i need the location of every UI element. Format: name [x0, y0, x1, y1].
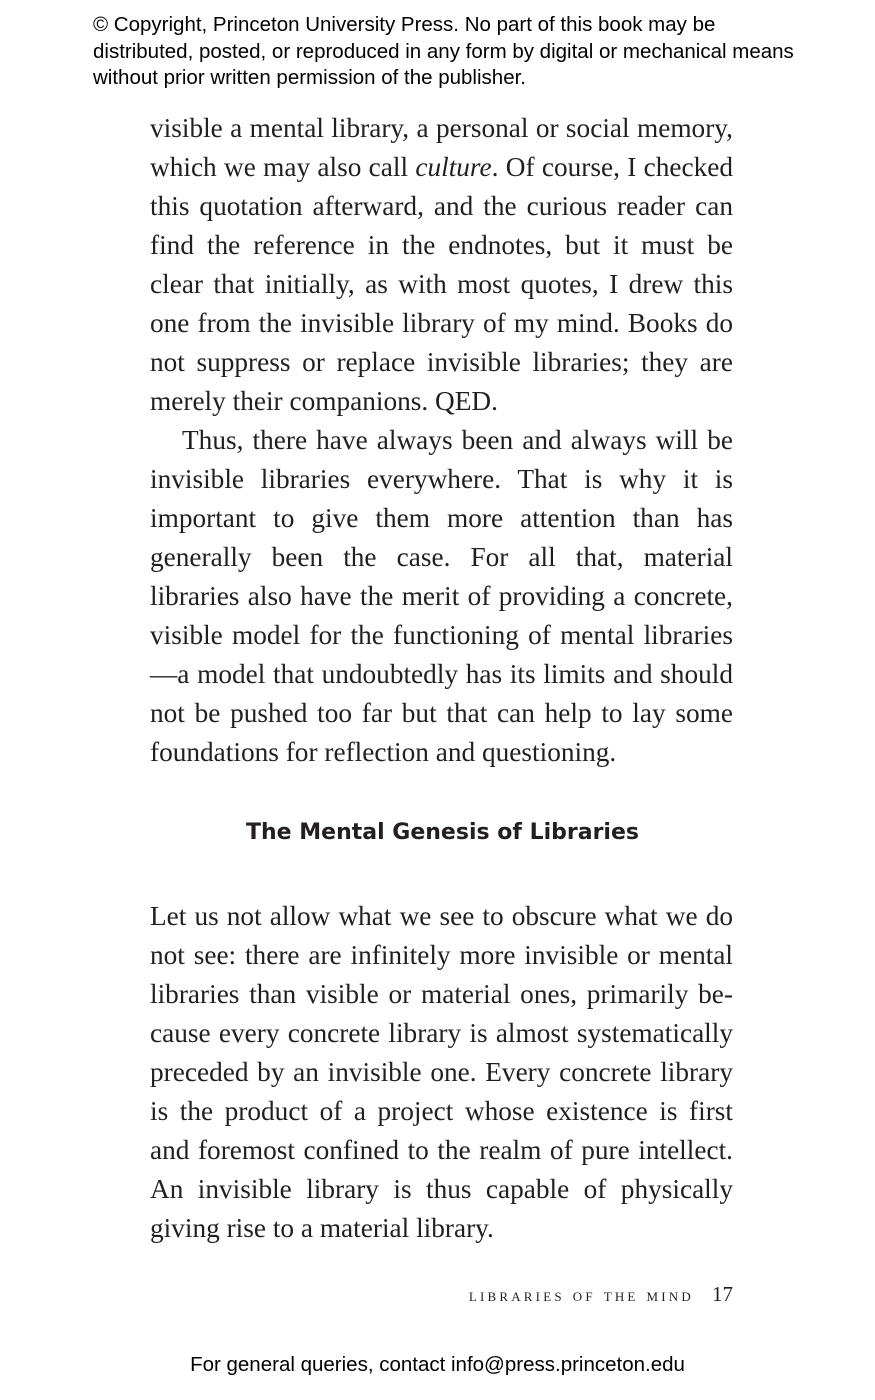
page-number: 17: [712, 1282, 733, 1306]
paragraph: Thus, there have always been and always will be invisible libraries everywhere. That is why it is important to give them more attention than has generally been the case. For all that, material libraries also have the merit of providing a concrete, visible model for the functioning of mental libraries—a model that undoubtedly has its limits and should not be pushed too far but that can help to lay some foundations for reflection and questioning.: [150, 425, 733, 767]
page-folio: [150, 1281, 733, 1310]
paragraph-text: . Of course, I checked this quotation afterward, and the curious reader can find the reference in the endnotes, but it must be clear that initially, as with most quotes, I drew this one from the invisible library of my mind. Books do not suppress or replace invisible libraries; they are merely their companions. QED.: [150, 152, 733, 416]
section-heading: The Mental Genesis of Libraries: [246, 820, 639, 845]
paragraph: Let us not allow what we see to obscure what we do not see: there are infinitely more invisible or mental libraries than visible or material ones, primarily because every concrete library is almost systematically preceded by an invisible one. Every concrete library is the product of a project whose existence is first and foremost confined to the realm of pure intellect. An invisible library is thus capable of physically giving rise to a material library.: [150, 901, 733, 1243]
body-text: [150, 109, 733, 1248]
running-head: libraries of the mind: [468, 1285, 694, 1306]
footer-notice: For general queries, contact info@press.princeton.edu: [190, 1353, 685, 1376]
copyright-notice: © Copyright, Princeton University Press. No part of this book may be distributed, posted, or reproduced in any form by digital or mechanical means without prior written permission of the publisher.: [93, 13, 794, 89]
paragraph-text: visible a mental library, a personal or social memory, which we may also call: [150, 113, 733, 182]
italic-term: culture: [415, 152, 492, 182]
paragraph: [150, 109, 733, 421]
